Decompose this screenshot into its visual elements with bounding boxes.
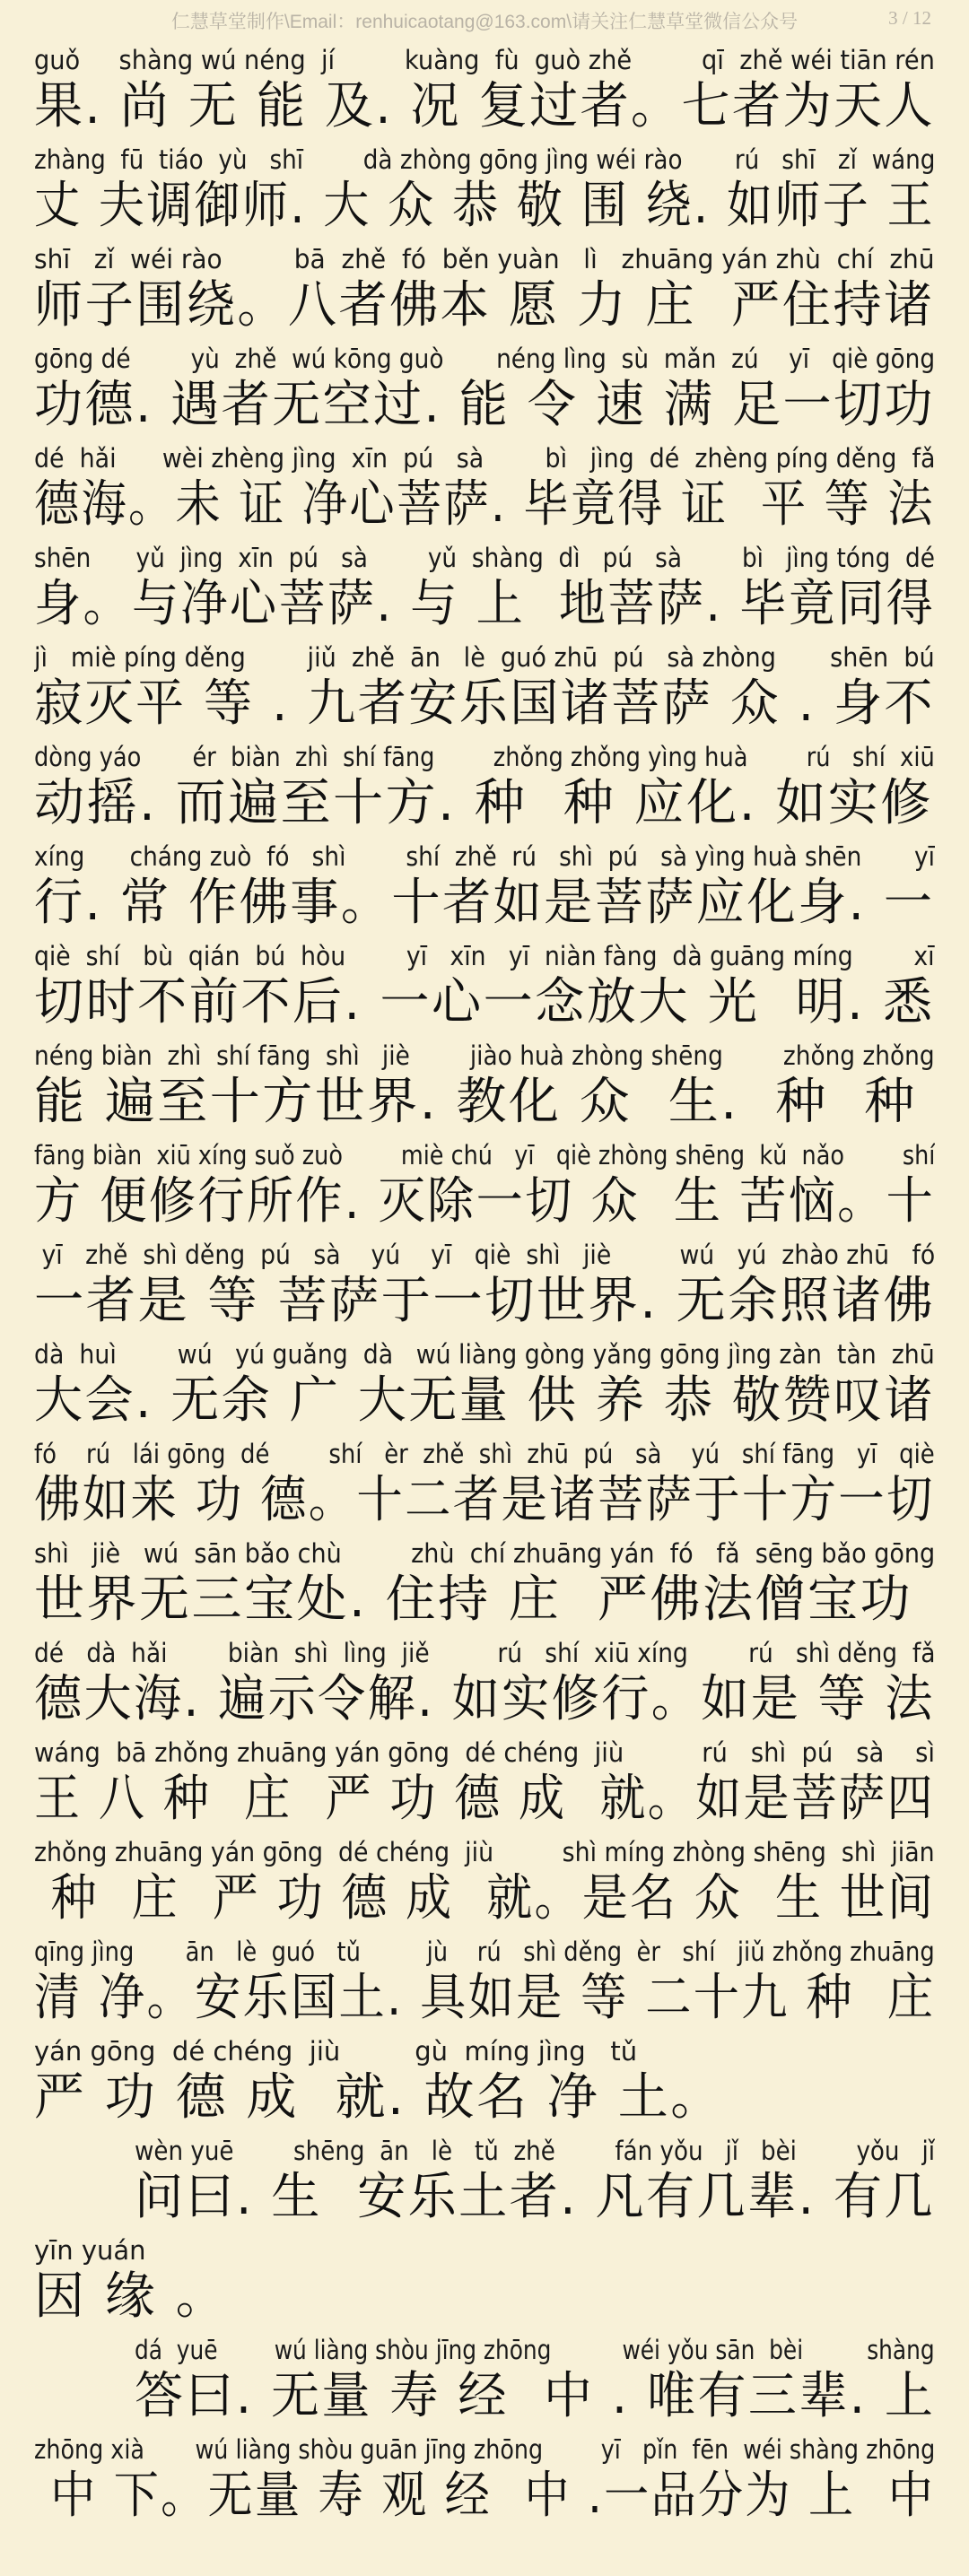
pinyin-line: guǒ shàng wú néng jí kuàng fù guò zhě qī zhě wéi tiān rén <box>34 45 935 75</box>
text-line <box>34 1138 935 1238</box>
pinyin-line: yán gōng dé chéng jiù gù míng jìng tǔ <box>34 2036 638 2067</box>
pinyin-line: gōng dé yù zhě wú kōng guò néng lìng sù mǎn zú yī qiè gōng <box>34 344 935 374</box>
page-header <box>34 0 935 43</box>
hanzi-line: 世界无三宝处. 住持 庄 严佛法僧宝功 <box>34 1571 913 1629</box>
text-line <box>34 1238 935 1337</box>
text-line <box>34 1437 935 1536</box>
hanzi-line: 师子围绕。八者佛本 愿 力 庄 严住持诸 <box>34 276 935 335</box>
pinyin-line: qiè shí bù qián bú hòu yī xīn yī niàn fàng dà guāng míng xī <box>34 941 935 971</box>
pinyin-line: dòng yáo ér biàn zhì shí fāng zhǒng zhǒng yìng huà rú shí xiū <box>34 742 935 772</box>
text-line <box>34 1039 935 1138</box>
pinyin-line: dé hǎi wèi zhèng jìng xīn pú sà bì jìng dé zhèng píng děng fǎ <box>34 443 935 474</box>
pinyin-line: dà huì wú yú guǎng dà wú liàng gòng yǎng gōng jìng zàn tàn zhū <box>34 1339 935 1370</box>
text-line <box>34 2432 935 2532</box>
pinyin-line: zhàng fū tiáo yù shī dà zhòng gōng jìng wéi rào rú shī zǐ wáng <box>34 144 935 175</box>
hanzi-line: 一者是 等 菩萨于一切世界. 无余照诸佛 <box>34 1272 935 1330</box>
pinyin-line: zhǒng zhuāng yán gōng dé chéng jiù shì míng zhòng shēng shì jiān <box>34 1837 935 1867</box>
text-body <box>34 43 935 2532</box>
hanzi-line: 果. 尚 无 能 及. 况 复过者。七者为天人 <box>34 77 935 135</box>
hanzi-line: 严 功 德 成 就. 故名 净 土。 <box>34 2068 723 2127</box>
pinyin-line: xíng cháng zuò fó shì shí zhě rú shì pú sà yìng huà shēn yī <box>34 841 935 872</box>
pinyin-line: néng biàn zhì shí fāng shì jiè jiào huà zhòng shēng zhǒng zhǒng <box>34 1040 935 1071</box>
text-line <box>34 939 935 1039</box>
pinyin-line: shēn yǔ jìng xīn pú sà yǔ shàng dì pú sà bì jìng tóng dé <box>34 543 935 573</box>
text-line <box>34 1935 935 2034</box>
hanzi-line: 答曰. 无量 寿 经 中 . 唯有三辈. 上 <box>135 2367 935 2425</box>
hanzi-line: 能 遍至十方世界. 教化 众 生. 种 种 <box>34 1073 917 1131</box>
hanzi-line: 中 下。无量 寿 观 经 中 .一品分为 上 中 <box>34 2467 935 2525</box>
text-line <box>34 541 935 640</box>
pinyin-line: shī zǐ wéi rào bā zhě fó běn yuàn lì zhuāng yán zhù chí zhū <box>34 244 935 274</box>
hanzi-line: 因 缘 。 <box>34 2267 229 2326</box>
hanzi-line: 佛如来 功 德。十二者是诸菩萨于十方一切 <box>34 1471 935 1529</box>
hanzi-line: 王 八 种 庄 严 功 德 成 就。如是菩萨四 <box>34 1770 935 1828</box>
hanzi-line: 功德. 遇者无空过. 能 令 速 满 足一切功 <box>34 376 935 434</box>
text-line <box>34 1835 935 1935</box>
hanzi-line: 种 庄 严 功 德 成 就。是名 众 生 世间 <box>34 1869 935 1928</box>
text-line <box>34 1736 935 1835</box>
page-number: 3 / 12 <box>888 7 931 29</box>
pinyin-line: wèn yuē shēng ān lè tǔ zhě fán yǒu jǐ bèi yǒu jǐ <box>135 2136 935 2166</box>
text-line <box>34 2034 935 2134</box>
text-line <box>34 342 935 441</box>
pinyin-line: fó rú lái gōng dé shí èr zhě shì zhū pú sà yú shí fāng yī qiè <box>34 1439 935 1469</box>
pinyin-line: fāng biàn xiū xíng suǒ zuò miè chú yī qiè zhòng shēng kǔ nǎo shí <box>34 1140 935 1171</box>
hanzi-line: 切时不前不后. 一心一念放大 光 明. 悉 <box>34 973 935 1031</box>
text-line <box>34 640 935 740</box>
text-line <box>34 1337 935 1437</box>
pinyin-line: zhōng xià wú liàng shòu guān jīng zhōng yī pǐn fēn wéi shàng zhōng <box>34 2434 935 2465</box>
hanzi-line: 大会. 无余 广 大无量 供 养 恭 敬赞叹诸 <box>34 1371 935 1430</box>
text-line <box>34 43 935 143</box>
text-line <box>34 2333 935 2432</box>
text-line <box>34 143 935 242</box>
pinyin-line: wáng bā zhǒng zhuāng yán gōng dé chéng jiù rú shì pú sà sì <box>34 1737 935 1768</box>
hanzi-line: 行. 常 作佛事。十者如是菩萨应化身. 一 <box>34 874 935 932</box>
text-line <box>34 1536 935 1636</box>
text-line <box>34 740 935 840</box>
pinyin-line: qīng jìng ān lè guó tǔ jù rú shì děng èr shí jiǔ zhǒng zhuāng <box>34 1936 935 1967</box>
hanzi-line: 丈 夫调御师. 大 众 恭 敬 围 绕. 如师子 王 <box>34 177 935 235</box>
text-line <box>34 1636 935 1736</box>
text-line <box>34 2134 935 2233</box>
hanzi-line: 方 便修行所作. 灭除一切 众 生 苦恼。十 <box>34 1172 935 1231</box>
text-line <box>34 2233 935 2333</box>
hanzi-line: 问曰. 生 安乐土者. 凡有几辈. 有几 <box>135 2168 935 2226</box>
hanzi-line: 动摇. 而遍至十方. 种 种 应化. 如实修 <box>34 774 933 832</box>
header-watermark-text: 仁慧草堂制作\Email：renhuicaotang@163.com\请关注仁慧草堂微信公众号 <box>170 12 799 32</box>
pinyin-line: shì jiè wú sān bǎo chù zhù chí zhuāng yán fó fǎ sēng bǎo gōng <box>34 1538 935 1569</box>
hanzi-line: 寂灭平 等 . 九者安乐国诸菩萨 众 . 身不 <box>34 674 935 733</box>
hanzi-line: 清 净。安乐国土. 具如是 等 二十九 种 庄 <box>34 1969 935 2027</box>
hanzi-line: 德大海. 遍示令解. 如实修行。如是 等 法 <box>34 1670 935 1728</box>
pinyin-line: jì miè píng děng jiǔ zhě ān lè guó zhū pú sà zhòng shēn bú <box>34 642 935 673</box>
hanzi-line: 身。与净心菩萨. 与 上 地菩萨. 毕竟同得 <box>34 575 935 633</box>
pinyin-line: yīn yuán <box>34 2235 146 2266</box>
pinyin-line: yī zhě shì děng pú sà yú yī qiè shì jiè wú yú zhào zhū fó <box>34 1240 935 1270</box>
text-line <box>34 242 935 342</box>
pinyin-line: dá yuē wú liàng shòu jīng zhōng wéi yǒu sān bèi shàng <box>135 2335 935 2365</box>
text-line <box>34 441 935 541</box>
pinyin-line: dé dà hǎi biàn shì lìng jiě rú shí xiū xíng rú shì děng fǎ <box>34 1638 935 1668</box>
text-line <box>34 840 935 939</box>
hanzi-line: 德海。未 证 净心菩萨. 毕竟得 证 平 等 法 <box>34 475 935 534</box>
